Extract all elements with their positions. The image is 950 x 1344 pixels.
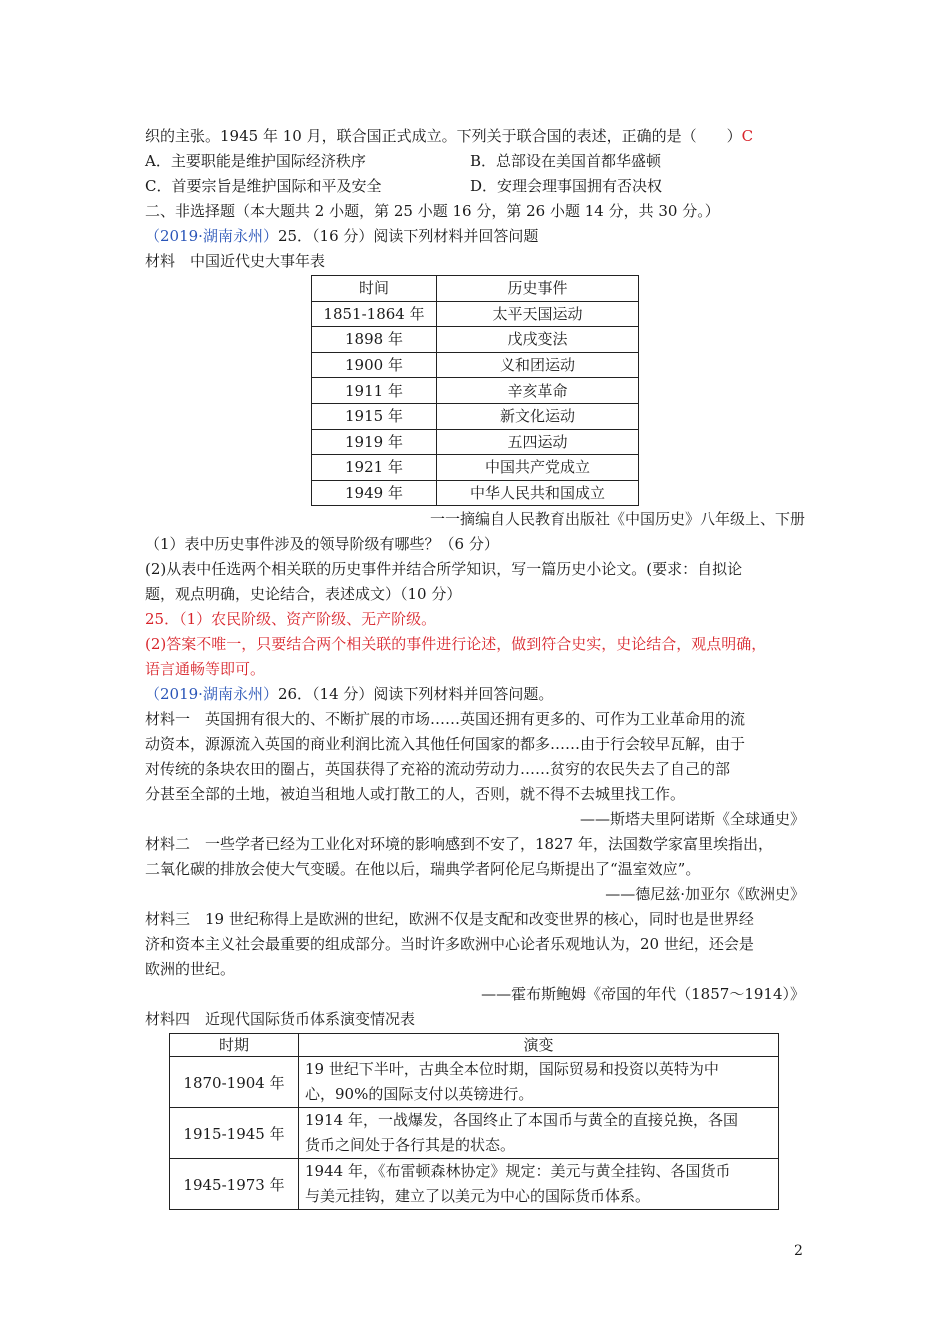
q25-answer-2-line-1: (2)答案不唯一，只要结合两个相关联的事件进行论述，做到符合史实，史论结合，观点明确， bbox=[145, 635, 767, 654]
table-row bbox=[312, 480, 639, 506]
material-1-citation: ——斯塔夫里阿诺斯《全球通史》 bbox=[579, 810, 805, 829]
document-page bbox=[145, 124, 805, 1210]
table-row bbox=[312, 301, 639, 327]
row-event: 中华人民共和国成立 bbox=[437, 480, 639, 506]
q26-title: 26．（14 分）阅读下列材料并回答问题。 bbox=[277, 685, 554, 704]
q26-source: （2019·湖南永州） bbox=[145, 685, 278, 704]
q25-source: （2019·湖南永州） bbox=[145, 227, 278, 245]
material-3-line-1: 材料三 19 世纪称得上是欧洲的世纪，欧洲不仅是支配和改变世界的核心，同时也是世界经 bbox=[145, 910, 754, 929]
table-row bbox=[312, 352, 639, 378]
row-time: 1898 年 bbox=[312, 327, 437, 353]
row-event: 辛亥革命 bbox=[437, 378, 639, 404]
header-evolution: 演变 bbox=[299, 1034, 779, 1057]
row-time: 1911 年 bbox=[312, 378, 437, 404]
table-header-row bbox=[312, 276, 639, 302]
material-3-line-3: 欧洲的世纪。 bbox=[145, 960, 236, 979]
evolution-line-1: 19 世纪下半叶，古典全本位时期，国际贸易和投资以英特为中 bbox=[305, 1060, 719, 1079]
table-row bbox=[312, 378, 639, 404]
table-row bbox=[312, 403, 639, 429]
row-period: 1915-1945 年 bbox=[170, 1108, 299, 1159]
q25-question-2-line-1: (2)从表中任选两个相关联的历史事件并结合所学知识，写一篇历史小论文。(要求：自拟论 bbox=[145, 560, 743, 579]
table-row bbox=[312, 455, 639, 481]
row-event: 戊戌变法 bbox=[437, 327, 639, 353]
q25-question-2-line-2: 题，观点明确，史论结合，表述成文）（10 分） bbox=[145, 585, 462, 604]
monetary-system-table bbox=[169, 1033, 779, 1210]
material-1-line-3: 对传统的条块农田的圈占，英国获得了充裕的流动劳动力……贫穷的农民失去了自己的部 bbox=[145, 760, 731, 779]
row-time: 1900 年 bbox=[312, 352, 437, 378]
q25-title: 25．（16 分）阅读下列材料并回答问题 bbox=[277, 227, 539, 245]
row-time: 1915 年 bbox=[312, 403, 437, 429]
material-1-line-2: 动资本，源源流入英国的商业利润比流入其他任何国家的都多……由于行会较早瓦解，由于 bbox=[145, 735, 746, 754]
table-row bbox=[170, 1108, 779, 1159]
q24-option-c: C．首要宗旨是维护国际和平及安全 bbox=[145, 177, 382, 195]
material-2-citation: ——德尼兹·加亚尔《欧洲史》 bbox=[605, 885, 805, 904]
q24-options-row-1 bbox=[145, 149, 805, 174]
row-time: 1921 年 bbox=[312, 455, 437, 481]
material-4-label: 材料四 近现代国际货币体系演变情况表 bbox=[145, 1010, 416, 1029]
q24-option-b: B．总部设在美国首都华盛顿 bbox=[470, 152, 662, 170]
row-period: 1945-1973 年 bbox=[170, 1159, 299, 1210]
header-event: 历史事件 bbox=[437, 276, 639, 302]
row-evolution bbox=[299, 1159, 779, 1210]
q25-material-label: 材料 中国近代史大事年表 bbox=[145, 252, 326, 270]
row-time: 1919 年 bbox=[312, 429, 437, 455]
q25-answer-2-line-2: 语言通畅等即可。 bbox=[145, 660, 266, 679]
material-1-line-1: 材料一 英国拥有很大的、不断扩展的市场……英国还拥有更多的、可作为工业革命用的流 bbox=[145, 710, 746, 729]
evolution-line-1: 1914 年，一战爆发，各国终止了本国币与黄全的直接兑换，各国 bbox=[305, 1111, 738, 1130]
q24-option-d: D．安理会理事国拥有否决权 bbox=[470, 177, 663, 195]
row-event: 中国共产党成立 bbox=[437, 455, 639, 481]
table-row bbox=[170, 1159, 779, 1210]
material-1-line-4: 分甚至全部的土地，被迫当租地人或打散工的人，否则，就不得不去城里找工作。 bbox=[145, 785, 686, 804]
q25-answer-1: 25．（1）农民阶级、资产阶级、无产阶级。 bbox=[145, 610, 437, 629]
row-event: 太平天国运动 bbox=[437, 301, 639, 327]
row-evolution bbox=[299, 1057, 779, 1108]
section-heading: 二、非选择题（本大题共 2 小题，第 25 小题 16 分，第 26 小题 14 分，共 30 分。） bbox=[145, 202, 720, 220]
row-event: 义和团运动 bbox=[437, 352, 639, 378]
q25-question-1: （1）表中历史事件涉及的领导阶级有哪些？（6 分） bbox=[145, 535, 499, 554]
q25-heading bbox=[145, 224, 805, 249]
row-evolution bbox=[299, 1108, 779, 1159]
material-2-line-1: 材料二 一些学者已经为工业化对环境的影响感到不安了，1827 年，法国数学家富里埃指出， bbox=[145, 835, 773, 854]
table-row bbox=[312, 327, 639, 353]
q26-heading bbox=[145, 682, 805, 707]
q24-stem-text: 织的主张。1945 年 10 月，联合国正式成立。下列关于联合国的表述，正确的是（ ） bbox=[145, 127, 742, 145]
row-time: 1949 年 bbox=[312, 480, 437, 506]
q24-option-a: A．主要职能是维护国际经济秩序 bbox=[145, 152, 366, 170]
material-3-citation: ——霍布斯鲍姆《帝国的年代（1857～1914）》 bbox=[481, 985, 805, 1004]
q25-citation: 一一摘编自人民教育出版社《中国历史》八年级上、下册 bbox=[429, 510, 805, 529]
material-3-line-2: 济和资本主义社会最重要的组成部分。当时许多欧洲中心论者乐观地认为，20 世纪，还会是 bbox=[145, 935, 754, 954]
table-row bbox=[170, 1057, 779, 1108]
row-time: 1851-1864 年 bbox=[312, 301, 437, 327]
table-header-row bbox=[170, 1034, 779, 1057]
q24-stem bbox=[145, 124, 805, 149]
q24-options-row-2 bbox=[145, 174, 805, 199]
header-time: 时间 bbox=[312, 276, 437, 302]
row-event: 新文化运动 bbox=[437, 403, 639, 429]
row-period: 1870-1904 年 bbox=[170, 1057, 299, 1108]
material-2-line-2: 二氧化碳的排放会使大气变暖。在他以后，瑞典学者阿伦尼乌斯提出了“温室效应”。 bbox=[145, 860, 701, 879]
page-number: 2 bbox=[794, 1243, 803, 1259]
evolution-line-2: 与美元挂钩，建立了以美元为中心的国际货币体系。 bbox=[305, 1187, 651, 1206]
row-event: 五四运动 bbox=[437, 429, 639, 455]
table-row bbox=[312, 429, 639, 455]
header-period: 时期 bbox=[170, 1034, 299, 1057]
evolution-line-2: 货币之间处于各行其是的状态。 bbox=[305, 1136, 516, 1155]
evolution-line-1: 1944 年，《布雷顿森林协定》规定：美元与黄全挂钩、各国货币 bbox=[305, 1162, 731, 1181]
chronology-table bbox=[311, 275, 639, 506]
evolution-line-2: 心，90%的国际支付以英镑进行。 bbox=[305, 1085, 534, 1104]
q24-answer: C bbox=[741, 127, 754, 145]
